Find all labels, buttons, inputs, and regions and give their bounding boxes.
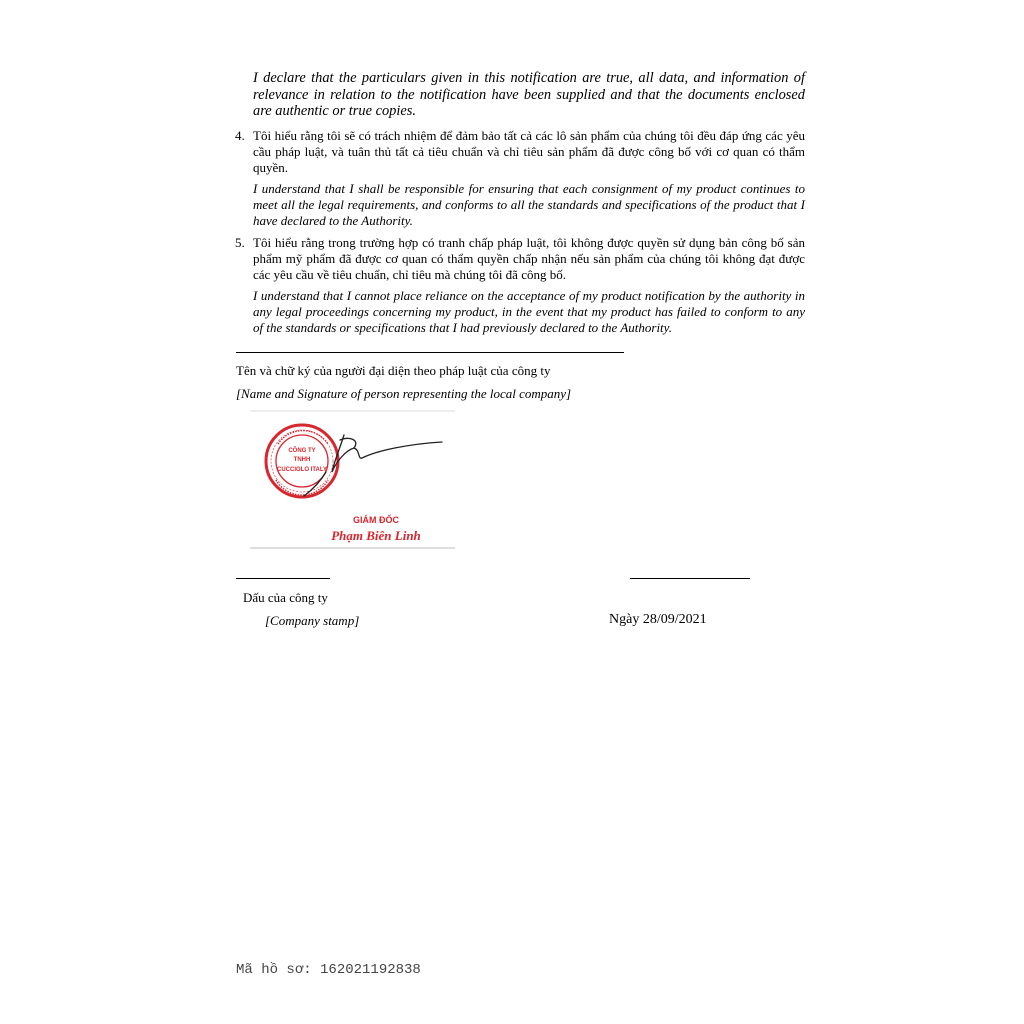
clause-4-vi: Tôi hiểu rằng tôi sẽ có trách nhiệm để đảm bảo tất cả các lô sản phẩm của chúng tôi đều đáp ứng các yêu cầu pháp luật, và tuân thủ tất cả tiêu chuẩn và chỉ tiêu sản phẩm đã được công bố với cơ quan có thẩm quyền. bbox=[253, 128, 805, 175]
signature-stamp-image bbox=[250, 410, 455, 550]
clause-4-en: I understand that I shall be responsible for ensuring that each consignment of my product continues to meet all the legal requirements, and conforms to all the standards and specifications of the product that I have declared to the Authority. bbox=[253, 181, 805, 228]
seal-line-3: CUCCIOLO ITALY bbox=[276, 467, 328, 473]
clause-5-vi: Tôi hiểu rằng trong trường hợp có tranh chấp pháp luật, tôi không được quyền sử dụng bản công bố sản phẩm mỹ phẩm đã được cơ quan có thẩm quyền chấp nhận nếu sản phẩm của chúng tôi không đạt được các yêu cầu về tiêu chuẩn, chỉ tiêu mà chúng tôi đã công bố. bbox=[253, 235, 805, 282]
date-line bbox=[630, 578, 750, 579]
signature-label-vi: Tên và chữ ký của người đại diện theo pháp luật của công ty bbox=[236, 363, 551, 378]
signatory-title: GIÁM ĐỐC bbox=[353, 515, 399, 525]
signatory-name: Phạm Biên Linh bbox=[331, 528, 421, 543]
company-seal bbox=[266, 425, 338, 497]
clause-4-number: 4. bbox=[235, 128, 245, 143]
date-text: Ngày 28/09/2021 bbox=[609, 612, 707, 627]
company-stamp-label-vi: Dấu của công ty bbox=[243, 590, 328, 605]
file-code: Mã hồ sơ: 162021192838 bbox=[236, 962, 421, 978]
seal-line-1: CÔNG TY bbox=[288, 448, 316, 454]
seal-line-2: TNHH bbox=[293, 457, 311, 463]
stamp-line bbox=[236, 578, 330, 579]
clause-5-number: 5. bbox=[235, 235, 245, 250]
handwritten-signature bbox=[304, 435, 442, 496]
signature-label-en: [Name and Signature of person representing the local company] bbox=[236, 386, 572, 401]
clause-5-en: I understand that I cannot place reliance on the acceptance of my product notification by the authority in any legal proceedings concerning my product, in the event that my product has failed to conform to any of the standards or specifications that I had previously declared to the Authority. bbox=[253, 288, 805, 335]
clause-3-en: I declare that the particulars given in this notification are true, all data, and information of relevance in relation to the notification have been supplied and that the documents enclosed are authentic or true copies. bbox=[253, 70, 805, 120]
signature-line bbox=[236, 352, 624, 353]
company-stamp-label-en: [Company stamp] bbox=[265, 613, 360, 628]
